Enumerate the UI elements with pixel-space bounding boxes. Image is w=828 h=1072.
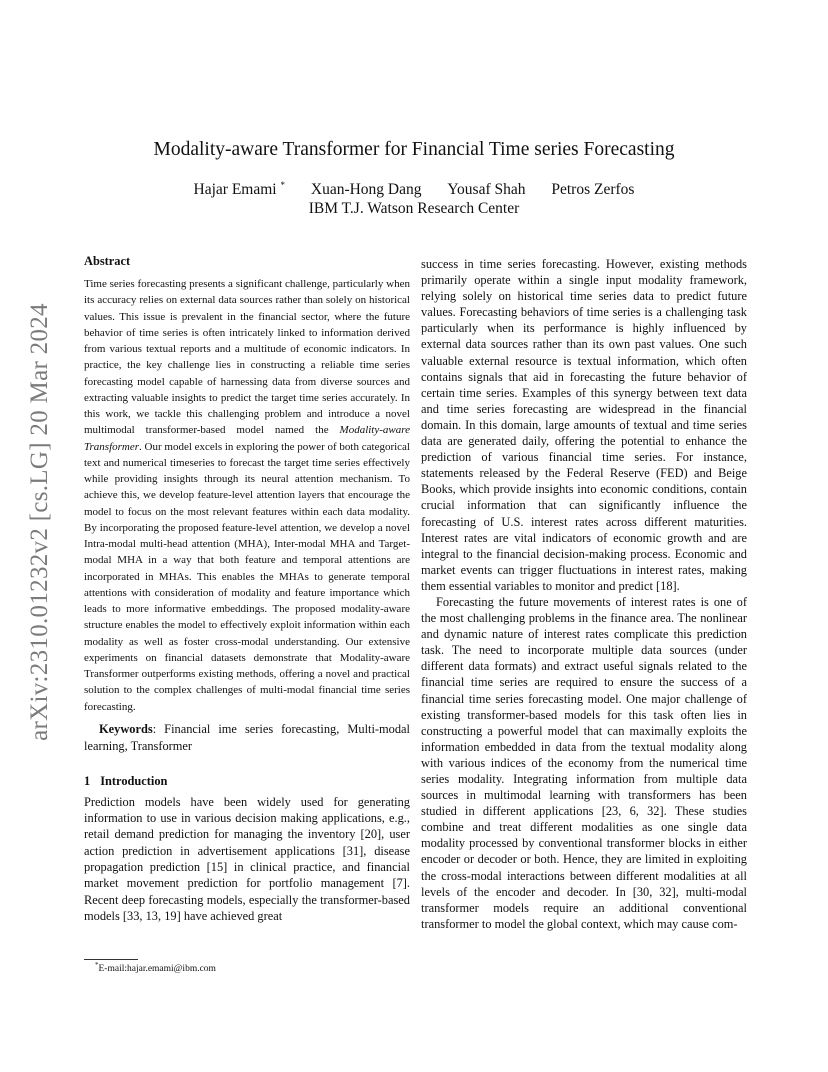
citation-link[interactable]: [23, 6, 32] bbox=[601, 804, 664, 819]
abstract-text: Time series forecasting presents a significant challenge, particularly when its accuracy relies on external data sources rather than solely on historical values. This issue is prevalent in the financial sector, where the future behavior of time series is often intricately linked to information derived from various textual reports and a multitude of economic indicators. In practice, the key challenge lies in constructing a reliable time series forecasting model capable of harnessing data from diverse sources and extracting valuable insights to predict the target time series accurately. In this work, we tackle this challenging problem and introduce a novel multimodal transformer-based model named the Modality-aware Transformer. Our model excels in exploring the power of both categorical text and numerical timeseries to forecast the target time series effectively while providing insights through its neural attention mechanism. To achieve this, we develop feature-level attention layers that encourage the model to focus on the most relevant features within each data modality. By incorporating the proposed feature-level attention, we develop a novel Intra-modal multi-head attention (MHA), Inter-modal MHA and Target-modal MHA in a way that both feature and temporal attentions are incorporated in MHAs. This enables the MHAs to generate temporal attentions with consideration of modality and feature importance which leads to more informative embeddings. The proposed modality-aware structure enables the model to effectively exploit information within each modality as well as foster cross-modal understanding. Our extensive experiments on financial datasets demonstrate that Modality-aware Transformer outperforms existing methods, offering a novel and practical solution to the complex challenges of multi-modal financial time series forecasting. bbox=[84, 278, 410, 713]
author: Yousaf Shah bbox=[447, 181, 526, 199]
affiliation: IBM T.J. Watson Research Center bbox=[308, 200, 520, 217]
citation-link[interactable]: [15] bbox=[206, 859, 228, 874]
citation-link[interactable]: [20] bbox=[360, 827, 382, 842]
right-column bbox=[421, 256, 747, 932]
section-heading: 1 Introduction bbox=[84, 773, 168, 788]
citation-link[interactable]: [30, 32] bbox=[632, 884, 676, 899]
abstract-heading: Abstract bbox=[84, 254, 131, 268]
citation-link[interactable]: [7] bbox=[392, 876, 407, 891]
citation-link[interactable]: [18] bbox=[656, 578, 677, 593]
citation-link[interactable]: [31] bbox=[342, 843, 364, 858]
author: Petros Zerfos bbox=[551, 181, 635, 199]
author: Xuan-Hong Dang bbox=[310, 181, 422, 199]
intro-paragraph-1-start: Prediction models have been widely used for generating information to use in various decision making applications, e.g., retail demand prediction for managing the inventory [20], user action prediction in advertisement applications [31], disease propagation prediction [15] in clinical practice, and financial market movement prediction for portfolio management [7]. Recent deep forecasting models, especially the transformer-based models [33, 13, 19] have achieved great bbox=[84, 794, 410, 923]
author: Hajar Emami * bbox=[193, 180, 285, 199]
left-column bbox=[84, 254, 410, 924]
keywords: Keywords: Financial ime series forecasting, Multi-modal learning, Transformer bbox=[84, 721, 410, 753]
citation-link[interactable]: [33, 13, 19] bbox=[122, 908, 181, 923]
author-list bbox=[0, 180, 828, 199]
intro-paragraph-2: Forecasting the future movements of interest rates is one of the most challenging problems in the finance area. The nonlinear and dynamic nature of interest rates complicate this prediction task. The need to incorporate multiple data sources (under different data formats) and extract useful signals related to the financial time series are required to ensure the success of a financial time series forecasting model. One major challenge of existing transformer-based models for this task often lies in constructing a powerful model that can maximally exploits the information embedded in data from the textual modality along with various indices of the economy from the numerical time series modality. Integrating information from multiple data sources in multimodal learning with transformers has been studied in different applications [23, 6, 32]. These studies combine and treat different modalities as one single data modality processed by conventional transformer blocks in either encoder or decoder or both. Hence, they are limited in exploiting the cross-modal interactions between different modalities at all levels of the encoder and decoder. In [30, 32], multi-modal transformer models require an additional conventional transformer to model the global context, which may cause com- bbox=[421, 594, 748, 931]
intro-paragraph-1-tail-a: have achieved great bbox=[180, 908, 283, 923]
intro-paragraph-1-tail-b: success in time series forecasting. However, existing methods primarily operate within a single input modality framework, relying solely on historical time series data to predict future values. Forecasting behaviors of time series is a challenging task particularly when its performance is highly influenced by external data sources rather than its own past values. One such valuable external resource is textual information, which often contains signals that aid in forecasting the future behavior of certain time series. Examples of this synergy between text data and time series forecasting are widespread in the financial domain. In this domain, large amounts of textual and time series data are generated daily, offering the potential to enhance the prediction of various financial time series. For instance, statements released by the Federal Reserve (FED) and Beige Books, which provide insights into economic conditions, contain crucial information that can significantly influence the forecasting of U.S. interest rates across different maturities. Interest rates are vital indicators of economic growth and are integral to the financial decision-making process. Economic and market events can trigger fluctuations in interest rates, making them essential variables to monitor and predict bbox=[421, 257, 747, 593]
arxiv-watermark bbox=[18, 282, 62, 762]
arxiv-id: arXiv:2310.01232v2 [cs.LG] 20 Mar 2024 bbox=[26, 303, 53, 741]
paper-title: Modality-aware Transformer for Financial Time series Forecasting bbox=[153, 139, 675, 160]
footnote-rule bbox=[84, 959, 138, 960]
intro-paragraph-1-cont: success in time series forecasting. However, existing methods primarily operate within a single input modality framework, relying solely on historical time series data to predict future values. Forecasting behaviors of time series is a challenging task particularly when its performance is highly influenced by external data sources rather than its own past values. One such valuable external resource is textual information, which often contains signals that aid in forecasting the future behavior of certain time series. Examples of this synergy between text data and time series forecasting are widespread in the financial domain. In this domain, large amounts of textual and time series data are generated daily, offering the potential to enhance the prediction of various financial time series. For instance, statements released by the Federal Reserve (FED) and Beige Books, which provide insights into economic conditions, contain crucial information that can significantly influence the forecasting of U.S. interest rates across different maturities. Interest rates are vital indicators of economic growth and are integral to the financial decision-making process. Economic and market events can trigger fluctuations in interest rates, making them essential variables to monitor and predict [18]. bbox=[421, 257, 747, 593]
footnote: *E-mail:hajar.emami@ibm.com bbox=[95, 961, 216, 975]
